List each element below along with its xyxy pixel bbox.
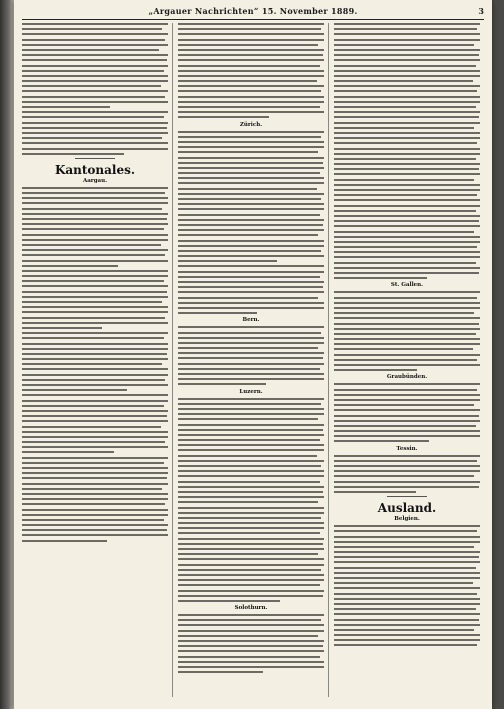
subsection-heading-tessin: Tessin. (396, 445, 418, 452)
subsection-heading-belgien: Belgien. (394, 516, 420, 523)
text-block (178, 131, 324, 315)
text-block (178, 326, 324, 385)
section-rule (75, 158, 115, 159)
page-header (14, 6, 492, 18)
text-block (178, 398, 324, 602)
subsection-heading-luzern: Luzern. (239, 388, 263, 395)
text-block (334, 23, 480, 279)
text-block (22, 187, 168, 542)
section-heading-ausland: Ausland. (377, 501, 437, 516)
subsection-heading-graubuenden: Graubünden. (386, 374, 428, 381)
text-block (334, 455, 480, 493)
subsection-heading-st-gallen: St. Gallen. (390, 282, 424, 289)
text-block (178, 614, 324, 673)
text-block (334, 525, 480, 646)
book-binding-edge (0, 0, 14, 709)
subsection-heading-solothurn: Solothurn. (234, 605, 268, 612)
subsection-heading-zuerich: Zürich. (239, 121, 263, 128)
page-header-title: „Argauer Nachrichten“ 15. November 1889. (148, 6, 358, 16)
text-block (334, 291, 480, 371)
page-number: 3 (478, 6, 484, 16)
text-block (22, 23, 168, 155)
column-2 (178, 23, 324, 697)
header-rule (22, 19, 484, 20)
column-3 (334, 23, 480, 697)
subsection-heading-aargau: Aargau. (82, 177, 108, 184)
text-block (178, 23, 324, 118)
text-block (334, 383, 480, 442)
column-1 (22, 23, 168, 697)
section-heading-kantonales: Kantonales. (54, 162, 136, 177)
subsection-heading-bern: Bern. (242, 317, 260, 324)
column-divider (172, 23, 173, 697)
section-rule (387, 496, 427, 497)
newspaper-page (14, 0, 492, 709)
column-divider (328, 23, 329, 697)
